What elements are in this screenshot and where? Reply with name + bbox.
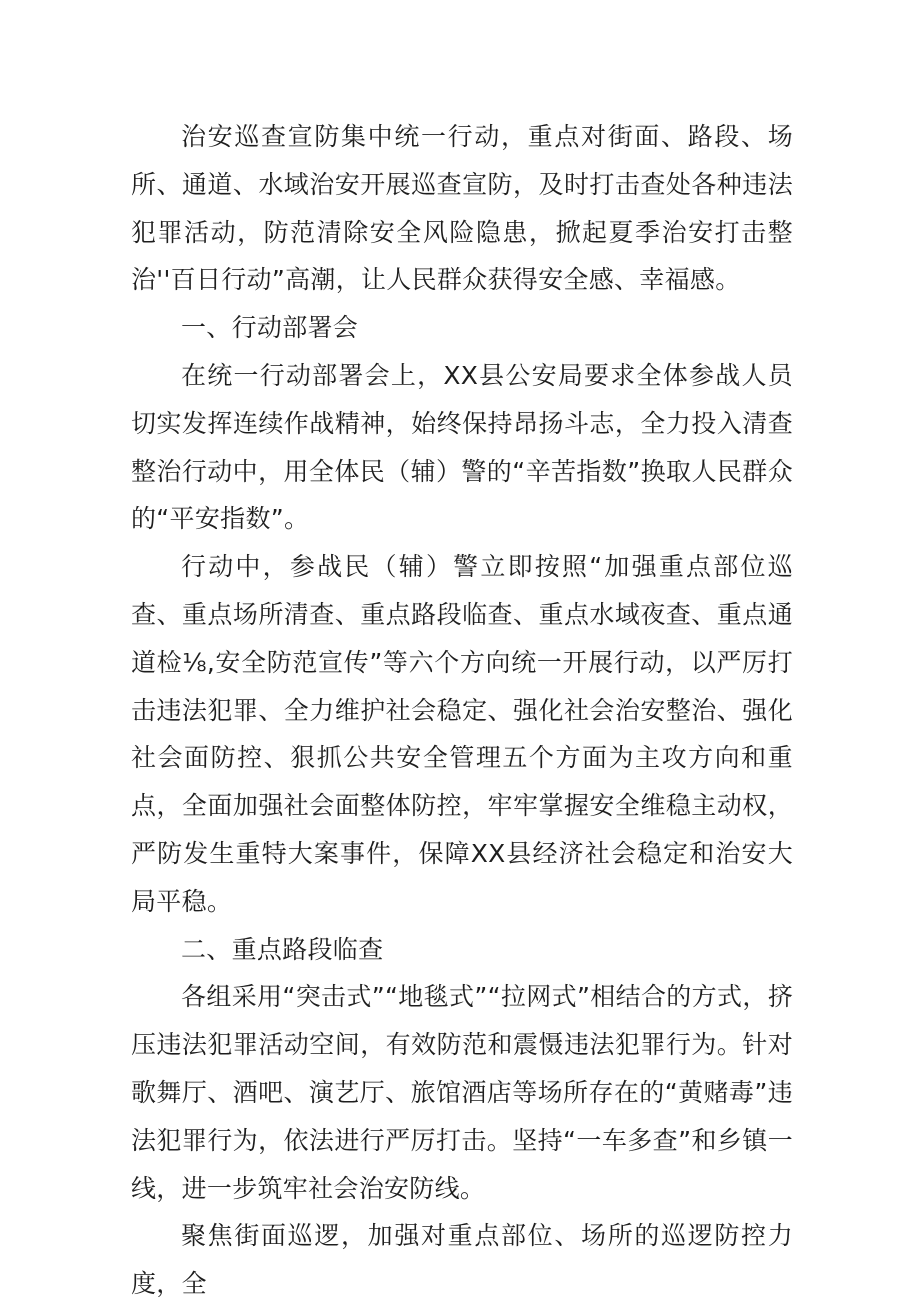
road-inspection-paragraph: 各组采用“突击式”“地毯式”“拉网式”相结合的方式，挤压违法犯罪活动空间，有效防范和震慑违法犯罪行为。针对歌舞厅、酒吧、演艺厅、旅馆酒店等场所存在的“黄赌毒”违法犯罪行为，依法进行严厉打击。坚持“一车多查”和乡镇一线，进一步筑牢社会治安防线。: [131, 982, 793, 1203]
document-body: [131, 113, 793, 1308]
deployment-paragraph: 在统一行动部署会上，XX县公安局要求全体参战人员切实发挥连续作战精神，始终保持昂扬斗志，全力投入清查整治行动中，用全体民（辅）警的“辛苦指数”换取人民群众的“平安指数”。: [131, 360, 793, 534]
section-heading-road-inspection: 二、重点路段临查: [181, 934, 384, 964]
action-paragraph: 行动中，参战民（辅）警立即按照“加强重点部位巡查、重点场所清查、重点路段临查、重点水域夜查、重点通道检⅛,安全防范宣传”等六个方向统一开展行动，以严厉打击违法犯罪、全力维护社会稳定、强化社会治安整治、强化社会面防控、狠抓公共安全管理五个方面为主攻方向和重点，全面加强社会面整体防控，牢牢掌握安全维稳主动权，严防发生重特大案事件，保障XX县经济社会稳定和治安大局平稳。: [131, 552, 793, 916]
section-heading-deployment-meeting: 一、行动部署会: [181, 313, 359, 343]
intro-paragraph: 治安巡查宣防集中统一行动，重点对街面、路段、场所、通道、水域治安开展巡查宣防，及时打击查处各种违法犯罪活动，防范清除安全风险隐患，掀起夏季治安打击整治''百日行动”高潮，让人民群众获得安全感、幸福感。: [131, 122, 793, 295]
patrol-paragraph: 聚焦街面巡逻，加强对重点部位、场所的巡逻防控力度，全: [131, 1221, 793, 1299]
